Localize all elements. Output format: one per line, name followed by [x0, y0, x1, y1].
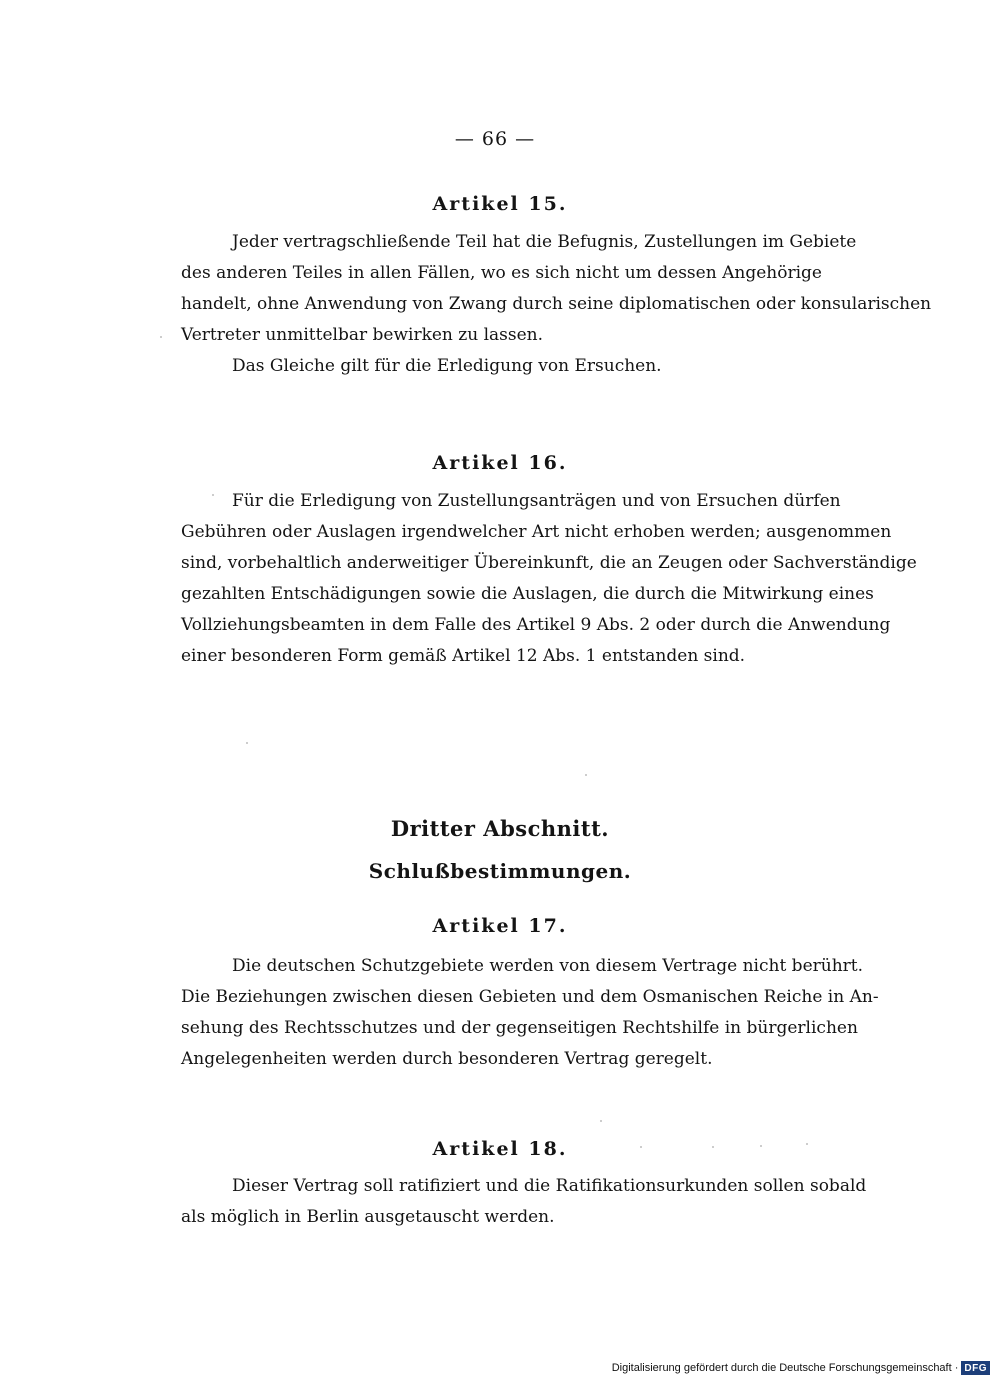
- artikel-16-line: Für die Erledigung von Zustellungsanträgen und von Ersuchen dürfen: [232, 491, 841, 511]
- artikel-15-line: des anderen Teiles in allen Fällen, wo es sich nicht um dessen Angehörige: [181, 263, 822, 283]
- artikel-16-line: einer besonderen Form gemäß Artikel 12 Abs. 1 entstanden sind.: [181, 646, 746, 666]
- scan-speck: [160, 336, 162, 338]
- artikel-17-line: Die Beziehungen zwischen diesen Gebieten und dem Osmanischen Reiche in An-: [181, 987, 879, 1007]
- artikel-15-line: Vertreter unmittelbar bewirken zu lassen.: [181, 325, 544, 345]
- section-title: Dritter Abschnitt.: [390, 816, 610, 841]
- scan-speck: [760, 1145, 762, 1147]
- scan-speck: [600, 1120, 602, 1122]
- dfg-logo-icon: DFG: [961, 1361, 990, 1375]
- artikel-17-line: Die deutschen Schutzgebiete werden von diesem Vertrage nicht berührt.: [232, 956, 864, 976]
- scan-speck: [246, 742, 248, 744]
- footer-text: Digitalisierung gefördert durch die Deutsche Forschungsgemeinschaft ·: [611, 1362, 959, 1374]
- artikel-16-heading: Artikel 16.: [432, 452, 568, 474]
- artikel-15-line: Jeder vertragschließende Teil hat die Befugnis, Zustellungen im Gebiete: [232, 232, 857, 252]
- scan-speck: [712, 1146, 714, 1148]
- artikel-15-heading: Artikel 15.: [432, 193, 568, 215]
- artikel-17-line: Angelegenheiten werden durch besonderen Vertrag geregelt.: [181, 1049, 713, 1069]
- artikel-18-heading: Artikel 18.: [432, 1138, 568, 1160]
- page-number: — 66 —: [454, 128, 536, 150]
- artikel-17-line: sehung des Rechtsschutzes und der gegenseitigen Rechtshilfe in bürgerlichen: [181, 1018, 858, 1038]
- artikel-18-line: Dieser Vertrag soll ratifiziert und die Ratifikationsurkunden sollen sobald: [232, 1176, 867, 1196]
- artikel-16-line: Gebühren oder Auslagen irgendwelcher Art nicht erhoben werden; ausgenommen: [181, 522, 892, 542]
- digitization-footer: [612, 1361, 990, 1375]
- artikel-15-line: Das Gleiche gilt für die Erledigung von Ersuchen.: [232, 356, 662, 376]
- scan-speck: [806, 1143, 808, 1145]
- artikel-16-line: sind, vorbehaltlich anderweitiger Übereinkunft, die an Zeugen oder Sachverständige: [181, 553, 917, 573]
- scan-speck: [585, 774, 587, 776]
- artikel-18-line: als möglich in Berlin ausgetauscht werden.: [181, 1207, 555, 1227]
- scan-speck: [212, 494, 214, 496]
- scan-speck: [640, 1146, 642, 1148]
- artikel-17-heading: Artikel 17.: [432, 915, 568, 937]
- artikel-16-line: gezahlten Entschädigungen sowie die Auslagen, die durch die Mitwirkung eines: [181, 584, 874, 604]
- artikel-16-line: Vollziehungsbeamten in dem Falle des Artikel 9 Abs. 2 oder durch die Anwendung: [181, 615, 891, 635]
- section-subtitle: Schlußbestimmungen.: [368, 859, 632, 883]
- artikel-15-line: handelt, ohne Anwendung von Zwang durch seine diplomatischen oder konsularischen: [181, 294, 932, 314]
